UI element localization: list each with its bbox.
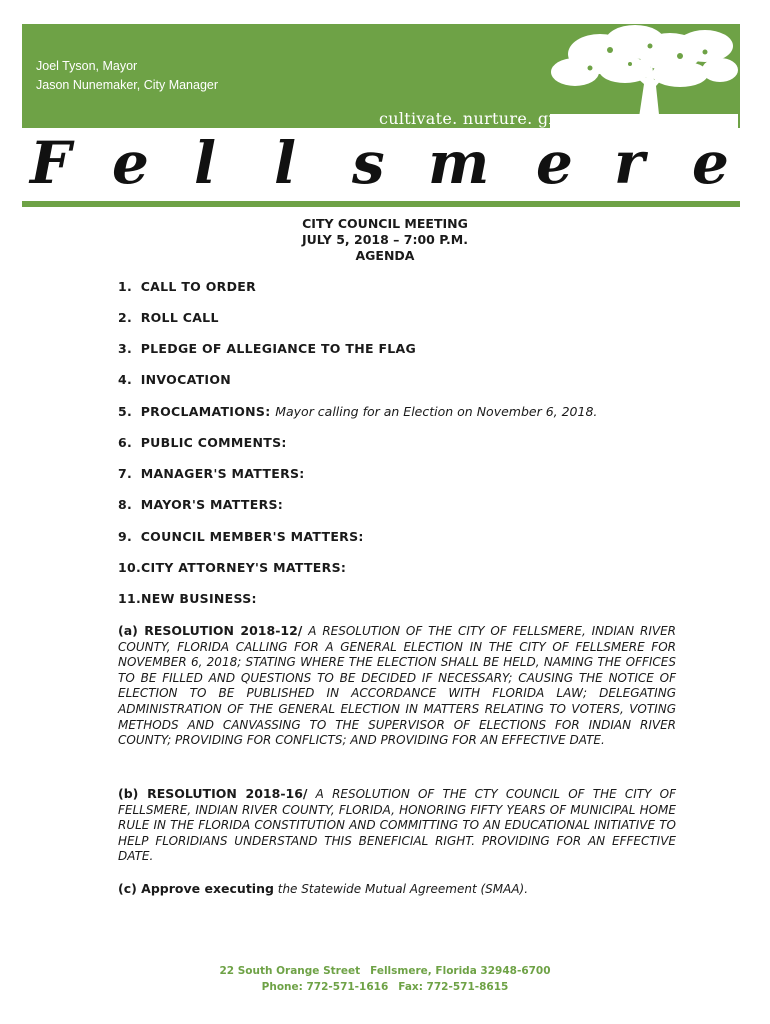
resolution-lead: (b) RESOLUTION 2018-16/ [118, 786, 308, 801]
item-number: 6. [118, 435, 133, 450]
item-number: 10. [118, 560, 142, 575]
item-description: Mayor calling for an Election on November 6, 2018. [275, 404, 598, 419]
item-number: 5. [118, 404, 133, 419]
item-label: COUNCIL MEMBER'S MATTERS: [140, 529, 364, 544]
officials-block [36, 57, 218, 95]
item-lead: (c) Approve executing [118, 881, 274, 896]
header-banner [22, 24, 740, 128]
resolution-text: A RESOLUTION OF THE CITY OF FELLSMERE, INDIAN RIVER COUNTY, FLORIDA CALLING FOR A GENERAL ELECTION IN THE CITY OF FELLSMERE FOR NOVEMBER 6, 2018; STATING WHERE THE ELECTION SHALL BE HELD, NAMING THE OFFICES TO BE FILLED AND QUESTIONS TO BE DECIDED IF NECESSARY; CAUSING THE NOTICE OF ELECTION TO BE PUBLISHED IN ACCORDANCE WITH FLORIDA LAW; DELEGATING ADMINISTRATION OF THE GENERAL ELECTION IN MATTERS RELATING TO VOTERS, VOTING METHODS AND CANVASSING TO THE SUPERVISOR OF ELECTIONS FOR INDIAN RIVER COUNTY; PROVIDING FOR CONFLICTS; AND PROVIDING FOR AN EFFECTIVE DATE. [118, 624, 676, 748]
city-letter: e [112, 129, 149, 197]
city-letter: r [614, 129, 645, 197]
meeting-date: JULY 5, 2018 – 7:00 P.M. [301, 232, 468, 247]
item-number: 7. [118, 466, 133, 481]
item-label: CALL TO ORDER [140, 279, 257, 294]
header-divider [22, 201, 740, 207]
city-letter: m [428, 129, 490, 197]
footer-address [150, 963, 620, 995]
item-label: PLEDGE OF ALLEGIANCE TO THE FLAG [140, 341, 417, 356]
item-number: 4. [118, 372, 133, 387]
phone-number: Phone: 772-571-1616 [261, 981, 389, 993]
meeting-heading [250, 216, 520, 264]
mayor-name: Joel Tyson, Mayor [36, 59, 138, 73]
agenda-item [118, 591, 257, 606]
item-label: PUBLIC COMMENTS: [140, 435, 287, 450]
city-letter: l [274, 129, 297, 197]
agenda-item [118, 279, 256, 294]
agenda-item [118, 560, 346, 575]
city-name-title [30, 129, 750, 200]
city-letter: s [352, 129, 385, 197]
resolution-text: A RESOLUTION OF THE CTY COUNCIL OF THE CITY OF FELLSMERE, INDIAN RIVER COUNTY, FLORIDA, HONORING FIFTY YEARS OF MUNICIPAL HOME RULE IN THE FLORIDA CONSTITUTION AND COMMITTING TO AN EDUCATIONAL INITIATIVE TO HELP FLORIDIANS UNDERSTAND THIS BENEFICIAL RIGHT. PROVIDING FOR AN EFFECTIVE DATE. [118, 787, 676, 864]
agenda-item [118, 310, 219, 325]
city-address: Fellsmere, Florida 32948-6700 [370, 965, 551, 977]
city-letter: l [194, 129, 217, 197]
item-label: MAYOR'S MATTERS: [140, 497, 284, 512]
city-letter: e [692, 129, 729, 197]
agenda-item [118, 435, 287, 450]
agenda-item [118, 529, 364, 544]
item-label: ROLL CALL [140, 310, 219, 325]
tagline: cultivate. nurture. grow... [379, 109, 595, 128]
city-manager-name: Jason Nunemaker, City Manager [36, 78, 219, 92]
new-business-item [118, 786, 676, 865]
agenda-item [118, 372, 231, 387]
agenda-item [118, 404, 597, 419]
city-letter: F [30, 129, 72, 197]
resolution-lead: (a) RESOLUTION 2018-12/ [118, 623, 303, 638]
item-number: 2. [118, 310, 133, 325]
item-text: the Statewide Mutual Agreement (SMAA). [277, 882, 529, 896]
item-number: 11. [118, 591, 142, 606]
meeting-title: CITY COUNCIL MEETING [302, 216, 468, 231]
agenda-label: AGENDA [355, 248, 415, 263]
item-label: NEW BUSINESS: [141, 591, 257, 606]
item-number: 3. [118, 341, 133, 356]
item-number: 8. [118, 497, 133, 512]
item-label: INVOCATION [140, 372, 232, 387]
item-label: PROCLAMATIONS: [140, 404, 271, 419]
new-business-item [118, 623, 676, 749]
agenda-item [118, 466, 305, 481]
item-number: 9. [118, 529, 133, 544]
agenda-item [118, 341, 416, 356]
new-business-item [118, 881, 676, 898]
agenda-item [118, 497, 283, 512]
item-label: MANAGER'S MATTERS: [140, 466, 305, 481]
city-letter: e [536, 129, 573, 197]
item-label: CITY ATTORNEY'S MATTERS: [141, 560, 347, 575]
fax-number: Fax: 772-571-8615 [398, 981, 509, 993]
item-number: 1. [118, 279, 133, 294]
street-address: 22 South Orange Street [219, 965, 361, 977]
